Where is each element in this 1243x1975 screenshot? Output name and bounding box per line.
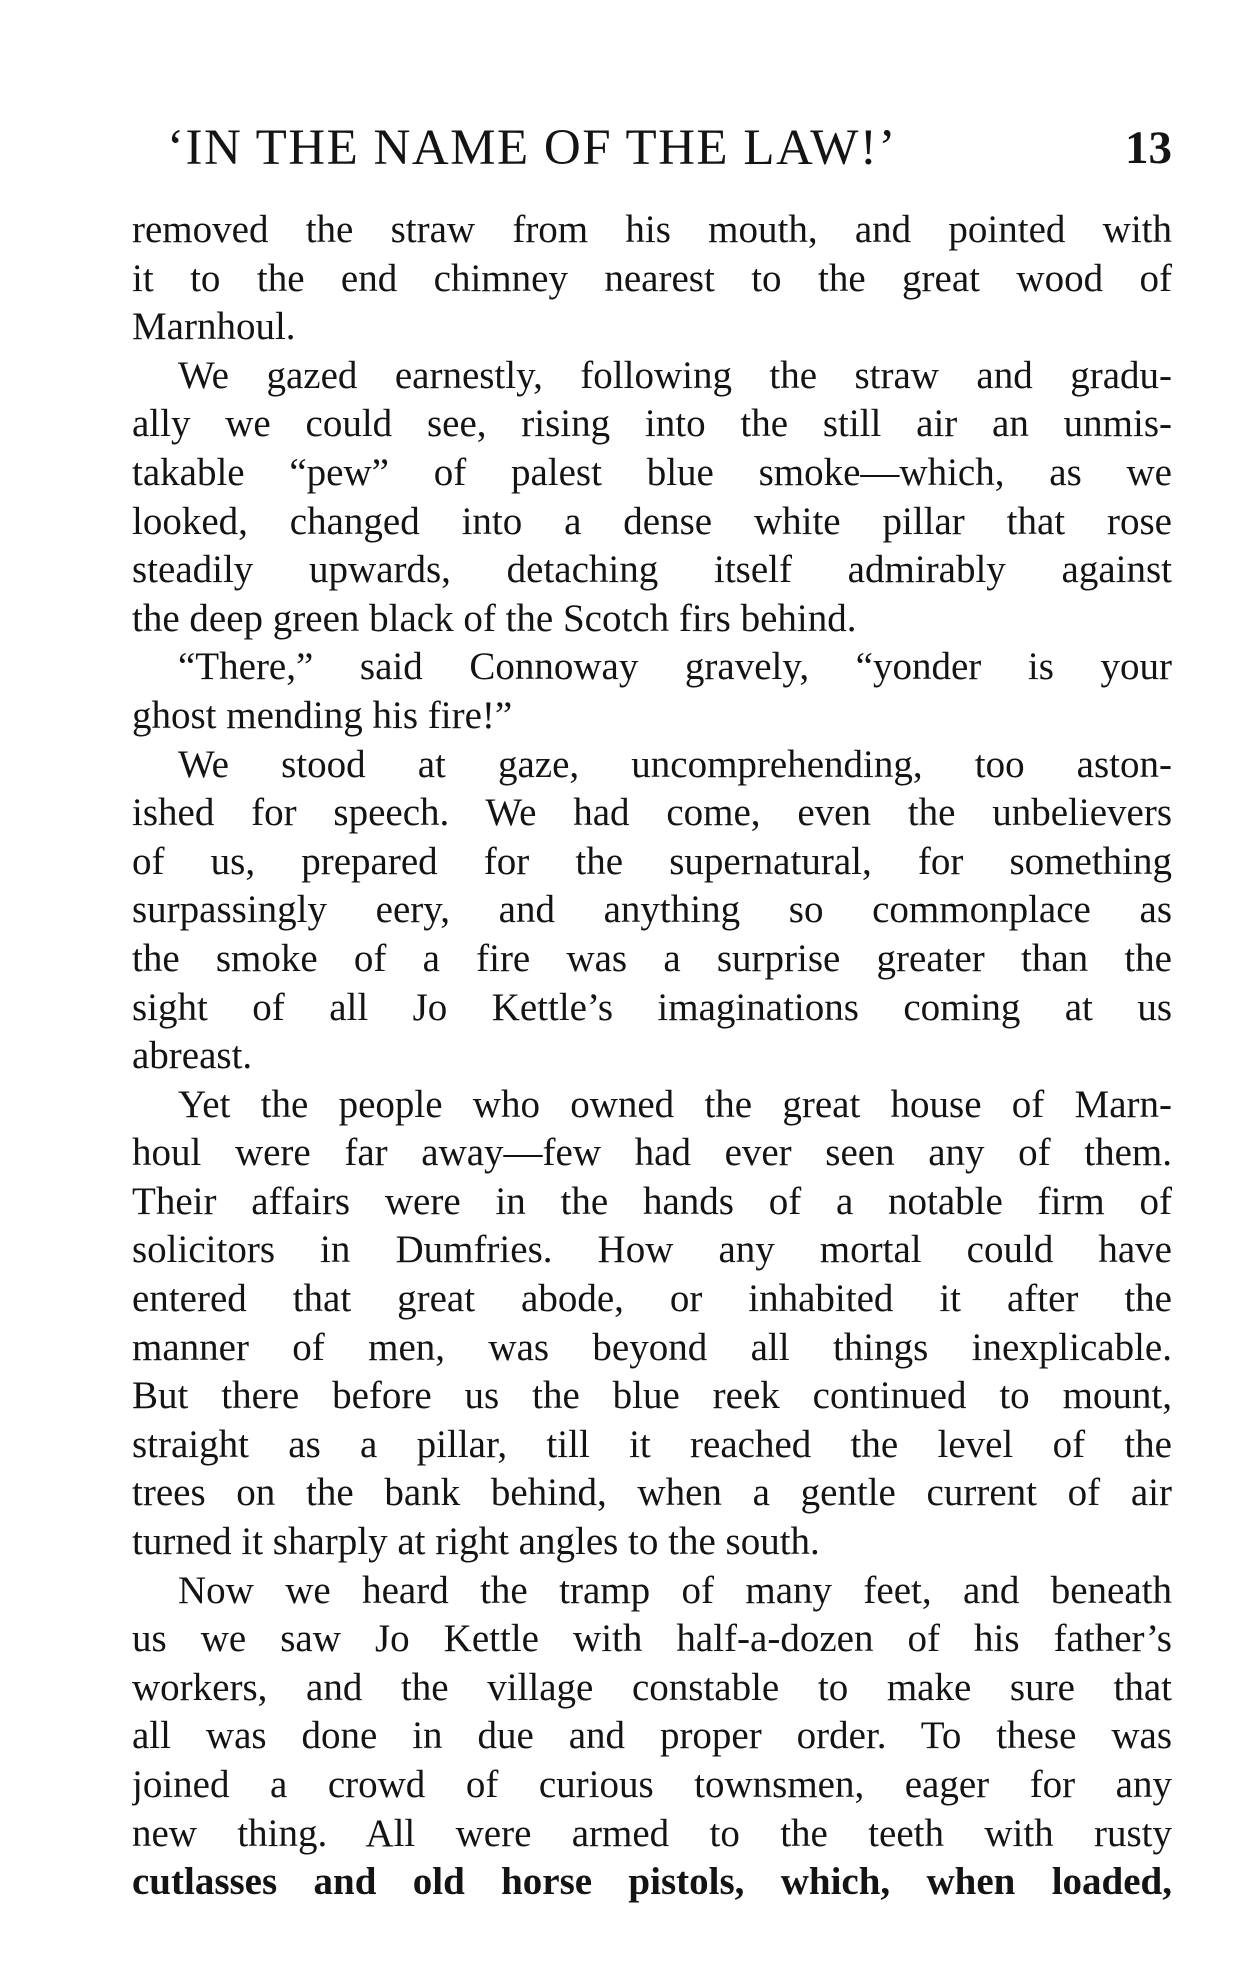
text-line: We stood at gaze, uncomprehending, too aston- — [178, 742, 1172, 786]
running-head — [167, 113, 1172, 183]
text-line: abreast. — [132, 1034, 253, 1078]
text-line: joined a crowd of curious townsmen, eager for any — [132, 1763, 1172, 1806]
text-line: ished for speech. We had come, even the unbelievers — [132, 791, 1172, 835]
text-line: new thing. All were armed to the teeth with rusty — [132, 1811, 1172, 1855]
body-text — [132, 206, 1172, 1907]
text-line: houl were far away—few had ever seen any of them. — [132, 1131, 1172, 1175]
text-line: removed the straw from his mouth, and pointed with — [132, 208, 1172, 251]
text-line: sight of all Jo Kettle’s imaginations coming at us — [132, 985, 1172, 1029]
text-line: turned it sharply at right angles to the south. — [132, 1520, 820, 1564]
running-title: ‘IN THE NAME OF THE LAW!’ — [167, 120, 897, 176]
text-line: But there before us the blue reek continued to mount, — [132, 1374, 1172, 1418]
text-line: Yet the people who owned the great house of Marn- — [178, 1082, 1172, 1126]
text-line: looked, changed into a dense white pillar that rose — [132, 499, 1172, 543]
text-line: ghost mending his fire!” — [132, 693, 513, 737]
text-line: manner of men, was beyond all things inexplicable. — [132, 1325, 1172, 1369]
text-line: Their affairs were in the hands of a notable firm of — [132, 1179, 1172, 1223]
text-line: the deep green black of the Scotch firs behind. — [132, 596, 857, 640]
text-line: We gazed earnestly, following the straw and gradu- — [178, 353, 1172, 397]
text-line: trees on the bank behind, when a gentle current of air — [132, 1471, 1172, 1515]
text-line: workers, and the village constable to make sure that — [132, 1665, 1172, 1709]
text-line: it to the end chimney nearest to the great wood of — [132, 256, 1172, 300]
text-line: us we saw Jo Kettle with half-a-dozen of his father’s — [132, 1617, 1172, 1661]
text-line: entered that great abode, or inhabited it after the — [132, 1277, 1172, 1321]
text-line: all was done in due and proper order. To these was — [132, 1714, 1172, 1758]
text-line: cutlasses and old horse pistols, which, when loaded, — [132, 1860, 1172, 1904]
text-line: the smoke of a fire was a surprise greater than the — [132, 936, 1172, 980]
text-line: “There,” said Connoway gravely, “yonder is your — [178, 645, 1172, 689]
text-line: straight as a pillar, till it reached the level of the — [132, 1422, 1172, 1466]
page-number: 13 — [1125, 122, 1172, 174]
text-line: ally we could see, rising into the still air an unmis- — [132, 402, 1172, 446]
text-line: surpassingly eery, and anything so commonplace as — [132, 888, 1172, 932]
text-line: takable “pew” of palest blue smoke—which, as we — [132, 450, 1172, 494]
text-line: Marnhoul. — [132, 305, 296, 349]
text-line: steadily upwards, detaching itself admirably against — [132, 548, 1172, 592]
text-line: solicitors in Dumfries. How any mortal could have — [132, 1228, 1172, 1272]
text-line: of us, prepared for the supernatural, for something — [132, 839, 1172, 883]
text-line: Now we heard the tramp of many feet, and beneath — [178, 1568, 1172, 1612]
